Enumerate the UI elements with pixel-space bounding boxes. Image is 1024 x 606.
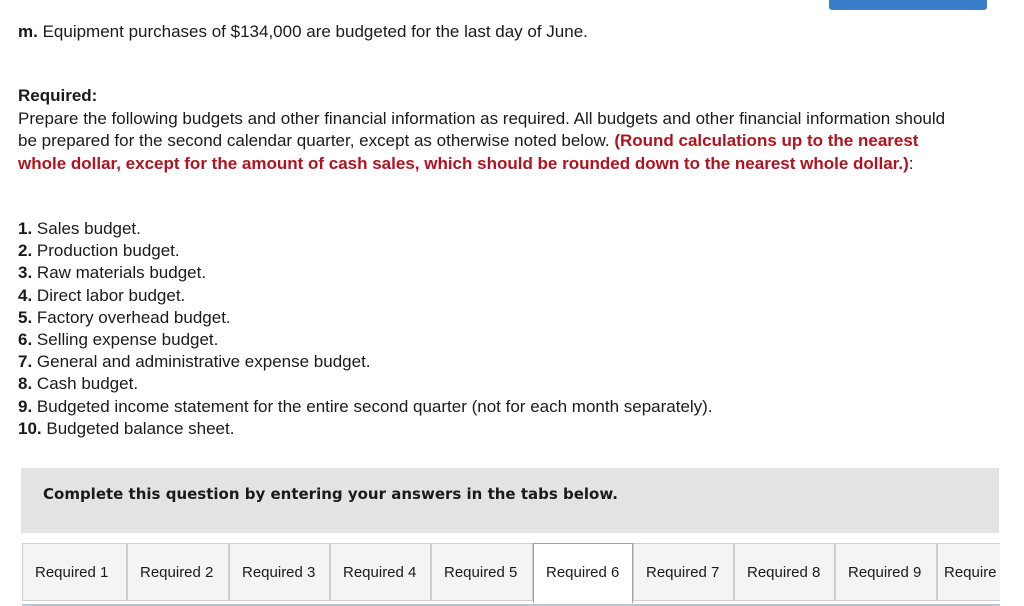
item-m-letter: m. — [18, 22, 38, 41]
list-item — [18, 218, 713, 240]
list-item — [18, 373, 713, 395]
tab-required-7[interactable]: Required 7 — [633, 543, 734, 601]
tab-required-8[interactable]: Required 8 — [734, 543, 835, 601]
required-section — [18, 85, 968, 175]
tab-required-9[interactable]: Required 9 — [835, 543, 937, 601]
list-item-text: Selling expense budget. — [32, 330, 219, 350]
answer-tabs — [22, 543, 1000, 606]
list-item-text: Budgeted income statement for the entire second quarter (not for each month separately). — [32, 396, 713, 416]
list-item-text: Production budget. — [32, 241, 180, 261]
list-item-text: Raw materials budget. — [32, 263, 207, 283]
list-item-number: 8. — [18, 374, 33, 394]
list-item-text: Cash budget. — [32, 374, 139, 394]
list-item — [18, 351, 713, 373]
list-item-number: 4. — [18, 285, 33, 305]
list-item — [18, 307, 713, 329]
required-body: Prepare the following budgets and other financial information as required. All budgets and other financial information should be prepared for the second calendar quarter, except as otherwise noted below. — [18, 108, 946, 150]
problem-item-m — [18, 20, 588, 44]
list-item-number: 6. — [18, 330, 33, 350]
list-item — [18, 329, 713, 351]
instruction-text: Complete this question by entering your answers in the tabs below. — [43, 485, 618, 503]
tab-required-3[interactable]: Required 3 — [229, 543, 330, 601]
top-action-button[interactable] — [829, 0, 987, 10]
list-item-text: General and administrative expense budget. — [32, 352, 371, 372]
list-item-number: 7. — [18, 352, 33, 372]
required-suffix: : — [908, 153, 914, 173]
list-item — [18, 240, 713, 262]
tab-required-6[interactable]: Required 6 — [533, 543, 633, 604]
list-item-text: Factory overhead budget. — [32, 307, 231, 327]
list-item-number: 3. — [18, 263, 33, 283]
tab-required-4[interactable]: Required 4 — [330, 543, 431, 601]
required-heading: Required: — [18, 86, 98, 105]
list-item-text: Budgeted balance sheet. — [41, 418, 235, 438]
list-item-text: Sales budget. — [32, 219, 141, 238]
list-item-text: Direct labor budget. — [32, 285, 186, 305]
tab-required-2[interactable]: Required 2 — [127, 543, 229, 601]
list-item-number: 2. — [18, 241, 33, 261]
tab-required-5[interactable]: Required 5 — [431, 543, 533, 601]
item-m-text: Equipment purchases of $134,000 are budgeted for the last day of June. — [37, 22, 588, 41]
list-item — [18, 285, 713, 307]
tab-required-1[interactable]: Required 1 — [22, 543, 127, 601]
required-list — [18, 218, 713, 440]
instruction-banner — [21, 468, 999, 533]
list-item-number: 1. — [18, 219, 33, 238]
list-item — [18, 262, 713, 284]
tab-required-10[interactable]: Require — [937, 543, 1000, 601]
list-item-number: 5. — [18, 307, 33, 327]
list-item-number: 9. — [18, 396, 33, 416]
list-item — [18, 418, 713, 440]
rounding-note: (Round calculations up to the nearest whole dollar, except for the amount of cash sales, which should be rounded down to the nearest whole dollar.) — [18, 131, 919, 173]
list-item-number: 10. — [18, 418, 42, 438]
list-item — [18, 396, 713, 418]
